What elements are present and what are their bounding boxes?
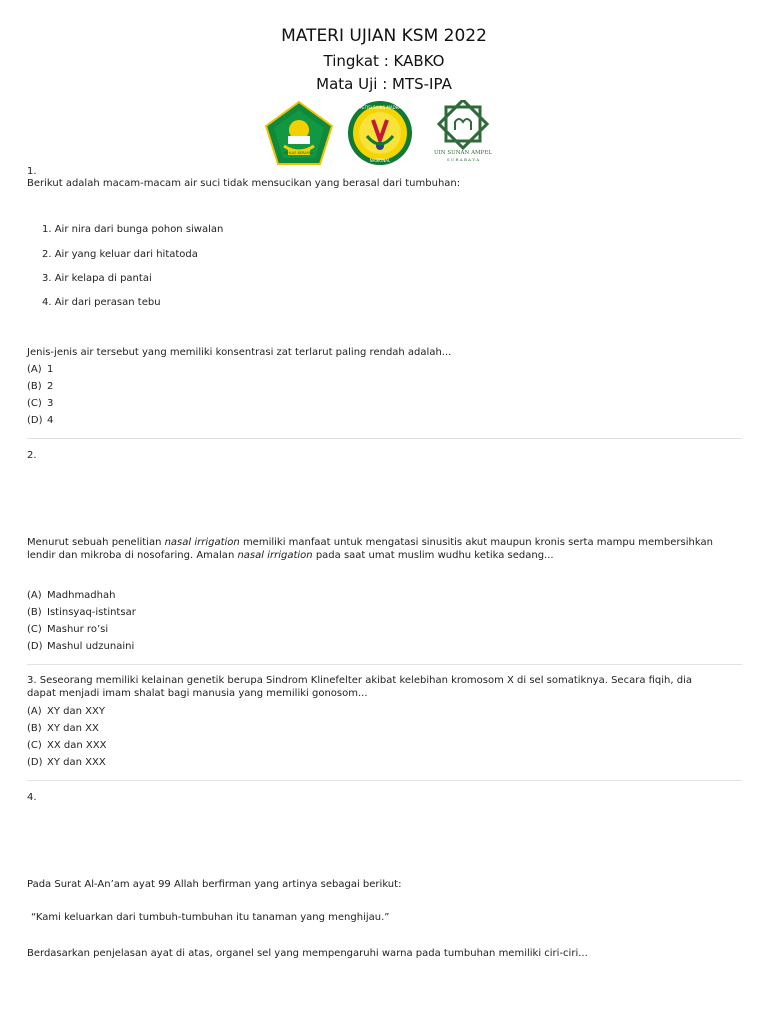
q1-option-a: (A) 1: [27, 364, 54, 375]
q1-item: 2. Air yang keluar dari hitatoda: [42, 249, 198, 260]
uin-logo: [428, 100, 498, 166]
q1-item: 1. Air nira dari bunga pohon siwalan: [42, 224, 224, 235]
divider: [27, 780, 742, 781]
q4-question: Berdasarkan penjelasan ayat di atas, organel sel yang mempengaruhi warna pada tumbuhan memiliki ciri-ciri...: [27, 948, 588, 959]
q1-number: 1.: [27, 166, 37, 177]
level-label: Tingkat : KABKO: [323, 52, 445, 70]
q3-option-c: (C) XX dan XXX: [27, 740, 107, 751]
q2-option-d: (D) Mashul udzunaini: [27, 641, 135, 652]
logo-row: [0, 100, 768, 170]
q1-option-c: (C) 3: [27, 398, 54, 409]
q1-question: Jenis-jenis air tersebut yang memiliki konsentrasi zat terlarut paling rendah adalah...: [27, 347, 452, 358]
ksm-bottom-text: NASIONAL: [369, 158, 391, 163]
q1-item: 4. Air dari perasan tebu: [42, 297, 161, 308]
q3-stem-line2: dapat menjadi imam shalat bagi manusia yang memiliki gonosom...: [27, 688, 368, 699]
q3-option-d: (D) XY dan XXX: [27, 757, 106, 768]
ksm-logo: [345, 100, 415, 166]
ksm-top-text: KOMPETISI SAINS MADRASAH: [350, 105, 410, 110]
q2-option-a: (A) Madhmadhah: [27, 590, 116, 601]
kemenag-logo: [264, 100, 334, 166]
divider: [27, 664, 742, 665]
q2-number: 2.: [27, 450, 37, 461]
q4-intro: Pada Surat Al-An’am ayat 99 Allah berfirman yang artinya sebagai berikut:: [27, 879, 402, 890]
subject-label: Mata Uji : MTS-IPA: [316, 75, 452, 93]
uin-city: S U R A B A Y A: [446, 157, 480, 162]
q1-option-d: (D) 4: [27, 415, 54, 426]
q1-stem: Berikut adalah macam-macam air suci tidak mensucikan yang berasal dari tumbuhan:: [27, 178, 461, 189]
q3-option-a: (A) XY dan XXY: [27, 706, 105, 717]
q2-option-c: (C) Mashur ro’si: [27, 624, 109, 635]
divider: [27, 438, 742, 439]
q4-number: 4.: [27, 792, 37, 803]
q3-option-b: (B) XY dan XX: [27, 723, 99, 734]
q2-stem: Menurut sebuah penelitian nasal irrigation memiliki manfaat untuk mengatasi sinusitis akut maupun kronis serta mampu membersihkan lendir dan mikroba di nosofaring. Amalan nasal irrigation pada saat umat muslim wudhu ketika sedang...: [27, 537, 713, 561]
q1-item: 3. Air kelapa di pantai: [42, 273, 152, 284]
q1-option-b: (B) 2: [27, 381, 54, 392]
uin-name: UIN SUNAN AMPEL: [433, 150, 493, 156]
q2-option-b: (B) Istinsyaq-istintsar: [27, 607, 136, 618]
q4-quote: “Kami keluarkan dari tumbuh-tumbuhan itu tanaman yang menghijau.”: [31, 912, 390, 923]
kemenag-caption: IKHLAS BERAMAL: [283, 151, 315, 155]
q3-stem-line1: 3. Seseorang memiliki kelainan genetik berupa Sindrom Klinefelter akibat kelebihan kromosom X di sel somatiknya. Secara fiqih, dia: [27, 675, 693, 686]
page-title: MATERI UJIAN KSM 2022: [281, 26, 487, 46]
